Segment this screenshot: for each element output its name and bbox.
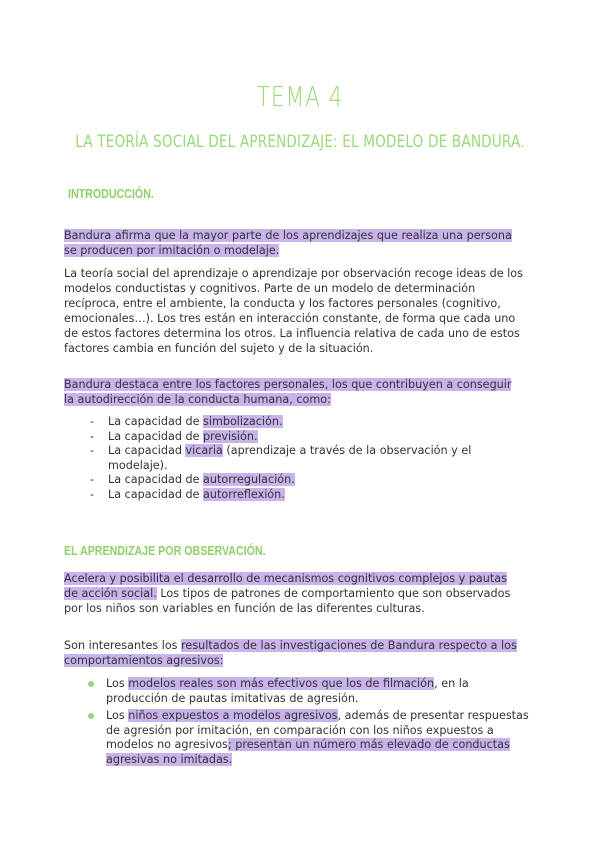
page-title: TEMA 4 <box>256 80 344 113</box>
intro-paragraph-2 <box>64 266 524 356</box>
highlighted-text: vicaria <box>185 444 223 457</box>
item-text: La capacidad de <box>108 487 204 501</box>
list-item <box>64 709 534 767</box>
highlighted-text: autorreflexión. <box>203 487 285 501</box>
paragraph-text: Son interesantes los <box>64 639 182 652</box>
item-text: Los <box>106 709 129 722</box>
results-list <box>64 677 534 767</box>
dash-marker: - <box>90 429 95 443</box>
list-item <box>64 430 534 445</box>
highlighted-text: modelos reales son más efectivos que los de filmación <box>128 677 435 690</box>
page-subtitle: LA TEORÍA SOCIAL DEL APRENDIZAJE: EL MODELO DE BANDURA. <box>75 132 525 152</box>
item-text: , además de presentar respuestas de agresión por imitación, en comparación con los niños expuestos a modelos no agresivos <box>106 709 529 751</box>
section-heading-aprendizaje-observacion: EL APRENDIZAJE POR OBSERVACIÓN. <box>64 543 266 558</box>
item-text: La capacidad <box>108 444 186 457</box>
item-text: La capacidad de <box>108 415 204 428</box>
highlighted-text: niños expuestos a modelos agresivos <box>128 709 338 722</box>
highlighted-text: resultados de las investigaciones de Bandura respecto a los comportamientos agresivos: <box>64 639 517 667</box>
list-item <box>64 415 534 430</box>
highlighted-text: Bandura afirma que la mayor parte de los aprendizajes que realiza una persona se producen por imitación o modelaje. <box>64 229 512 257</box>
highlighted-text: previsión. <box>203 429 258 443</box>
intro-paragraph-3 <box>64 377 524 407</box>
item-text: , en la producción de pautas imitativas de agresión. <box>106 677 469 705</box>
observation-paragraph-2 <box>64 638 524 668</box>
intro-paragraph-1 <box>64 228 524 258</box>
item-text: La capacidad de <box>108 429 204 443</box>
paragraph-text: Los tipos de patrones de comportamiento que son observados por los niños son variables en función de las diferentes culturas. <box>64 587 511 615</box>
highlighted-text: Acelera y posibilita el desarrollo de mecanismos cognitivos complejos y pautas de acción social. <box>64 572 507 600</box>
dash-marker: - <box>90 473 95 486</box>
highlighted-text: autorregulación. <box>203 473 295 486</box>
dash-marker: - <box>90 444 95 457</box>
dash-marker: - <box>90 487 95 501</box>
highlighted-text: Bandura destaca entre los factores personales, los que contribuyen a conseguir la autodirección de la conducta humana, como: <box>64 378 512 406</box>
bullet-icon <box>88 713 94 719</box>
item-text: La capacidad de <box>108 473 204 486</box>
list-item <box>64 444 534 473</box>
bullet-icon <box>88 681 94 687</box>
section-heading-introduccion: INTRODUCCIÓN. <box>68 186 154 201</box>
list-item <box>64 488 534 503</box>
item-text: Los <box>106 677 129 690</box>
dash-marker: - <box>90 415 95 428</box>
factors-list <box>64 415 534 502</box>
paragraph-text: La teoría social del aprendizaje o aprendizaje por observación recoge ideas de los modelos conductistas y cognitivos. Parte de un modelo de determinación recíproca, entre el ambiente, la conducta y los factores personales (cognitivo, emocionales…). Los tres están en interacción constante, de forma que cada uno de estos factores determina los otros. La influencia relativa de cada uno de estos factores cambia en función del sujeto y de la situación. <box>64 267 523 355</box>
list-item <box>64 473 534 488</box>
highlighted-text: ; presentan un número más elevado de conductas agresivas no imitadas. <box>106 738 510 766</box>
list-item <box>64 677 534 706</box>
observation-paragraph-1 <box>64 571 524 616</box>
item-text: (aprendizaje a través de la observación y el modelaje). <box>108 444 472 472</box>
highlighted-text: simbolización. <box>203 415 283 428</box>
